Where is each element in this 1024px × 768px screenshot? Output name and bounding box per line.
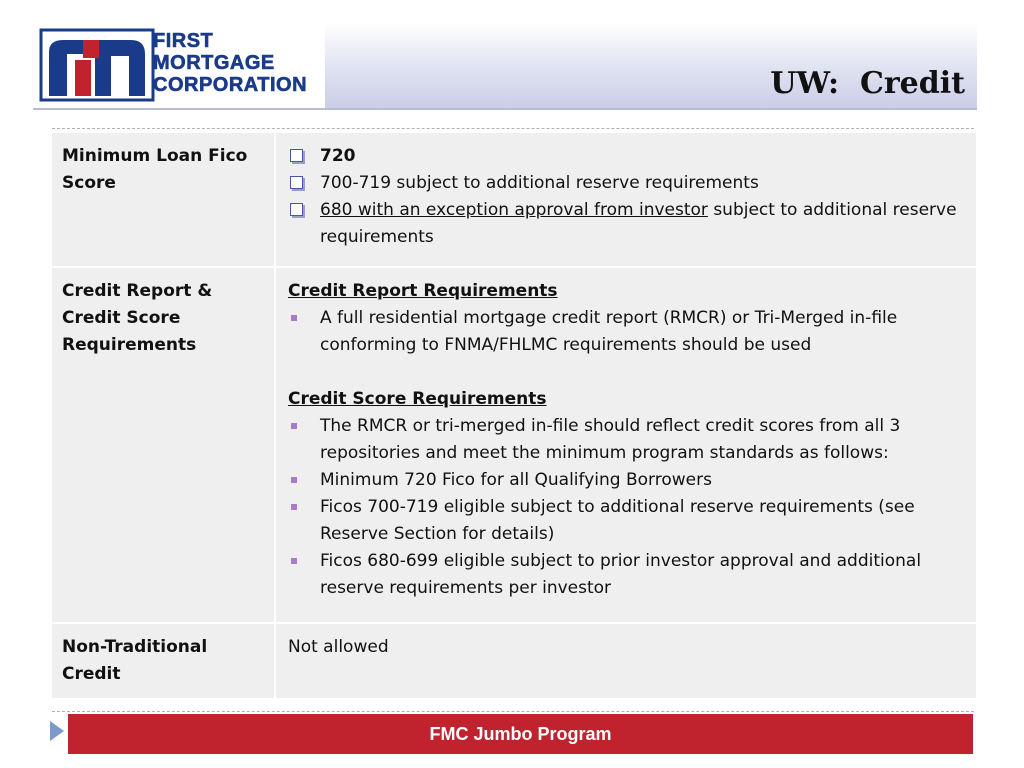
item-text: Ficos 700-719 eligible subject to additional reserve requirements (see Reserve Section for details) (320, 497, 915, 544)
footer-bar (68, 714, 973, 754)
logo-line: CORPORATION (153, 74, 308, 96)
row-label: Credit Report & Credit Score Requirements (52, 267, 275, 623)
fmc-logo-mark-icon (39, 28, 155, 102)
item-text: Ficos 680-699 eligible subject to prior investor approval and additional reserve requirements per investor (320, 551, 922, 598)
table-row (52, 267, 976, 623)
row-label: Non-Traditional Credit (52, 623, 275, 699)
list-item (288, 467, 964, 494)
footer-text: FMC Jumbo Program (429, 723, 612, 744)
square-bullet-icon (291, 423, 297, 429)
credit-score-list (288, 413, 964, 602)
list-item (288, 548, 964, 602)
item-text: 720 (320, 146, 356, 166)
checkbox-bullet-icon (290, 176, 303, 189)
list-item (288, 305, 964, 359)
item-text: 700-719 subject to additional reserve requirements (320, 173, 759, 193)
list-item (288, 170, 964, 197)
row-label: Minimum Loan Fico Score (52, 133, 275, 267)
section-heading: Credit Report Requirements (288, 281, 558, 301)
section-heading: Credit Score Requirements (288, 389, 547, 409)
square-bullet-icon (291, 477, 297, 483)
exception-link-text: 680 with an exception approval from investor (320, 200, 708, 220)
logo-line: FIRST (153, 30, 214, 52)
row-content (275, 133, 976, 267)
square-bullet-icon (291, 558, 297, 564)
square-bullet-icon (291, 315, 297, 321)
item-text: subject to additional reserve requirements (320, 200, 957, 247)
slide-title: UW: Credit (770, 66, 965, 101)
logo-line: MORTGAGE (153, 52, 275, 74)
title-band (325, 24, 977, 110)
row-content (275, 267, 976, 623)
table-row (52, 623, 976, 699)
play-arrow-icon (50, 721, 64, 741)
credit-report-list (288, 305, 964, 359)
list-item (288, 143, 964, 170)
item-text: Minimum 720 Fico for all Qualifying Borrowers (320, 470, 712, 490)
header-divider (33, 108, 977, 110)
table-row (52, 133, 976, 267)
slide-header (33, 24, 977, 110)
row-content: Not allowed (275, 623, 976, 699)
item-text: The RMCR or tri-merged in-file should reflect credit scores from all 3 repositories and meet the minimum program standards as follows: (320, 416, 901, 463)
list-item (288, 413, 964, 467)
checkbox-bullet-icon (290, 203, 303, 216)
credit-requirements-table (52, 133, 976, 700)
item-text: A full residential mortgage credit report (RMCR) or Tri-Merged in-file conforming to FNMA/FHLMC requirements should be used (320, 308, 898, 355)
logo-wordmark (153, 30, 323, 96)
list-item (288, 494, 964, 548)
square-bullet-icon (291, 504, 297, 510)
dashed-divider-bottom (52, 711, 974, 712)
checkbox-bullet-icon (290, 149, 303, 162)
fico-list (288, 143, 964, 251)
list-item (288, 197, 964, 251)
company-logo (33, 24, 325, 110)
dashed-divider-top (52, 128, 974, 129)
